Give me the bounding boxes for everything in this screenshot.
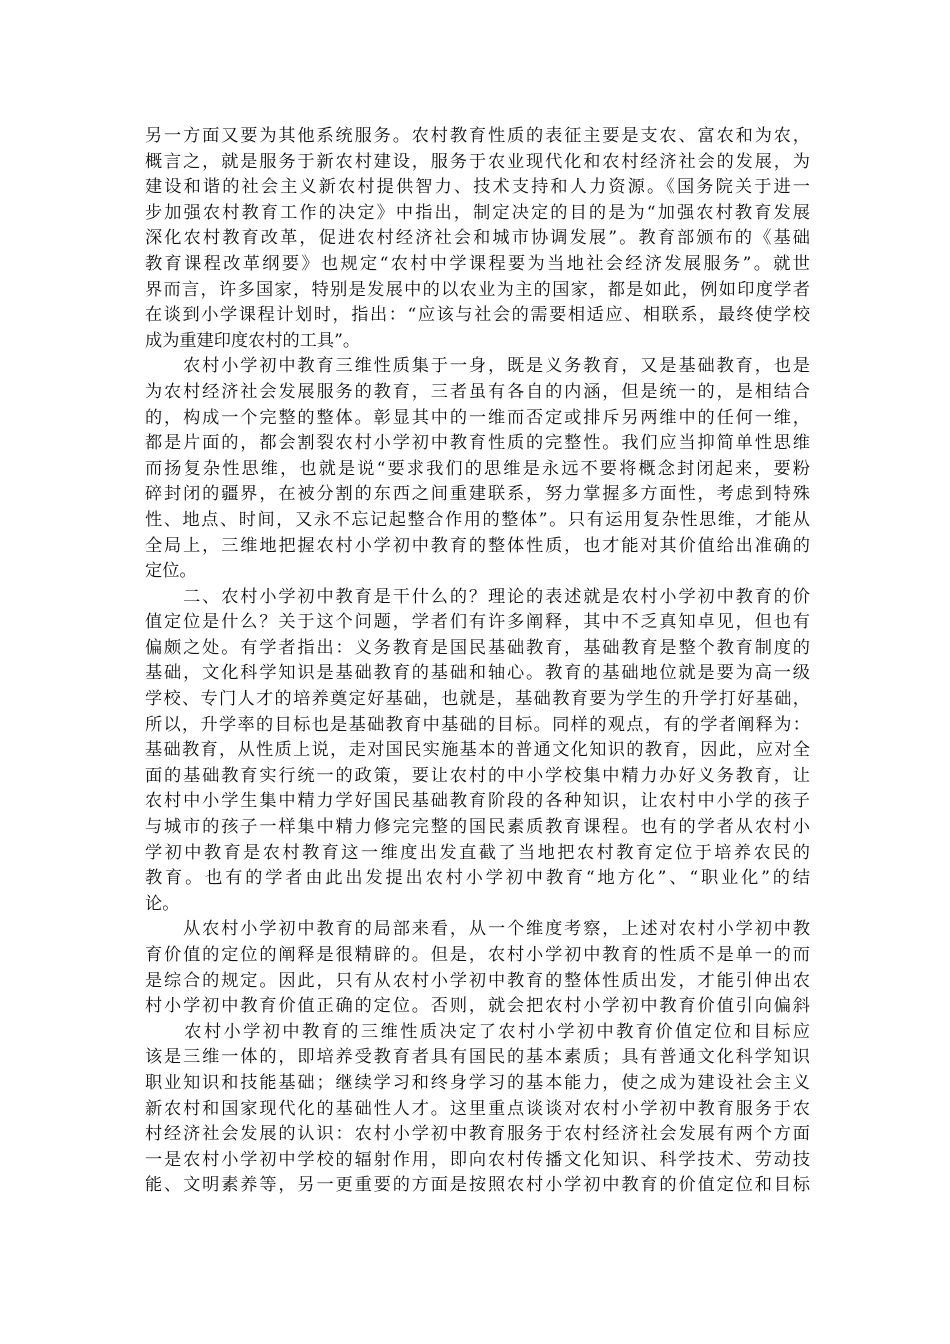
text-line: 新农村和国家现代化的基础性人才。这里重点谈谈对农村小学初中教育服务于农 <box>145 1098 810 1119</box>
text-line: 村经济社会发展的认识：农村小学初中教育服务于农村经济社会发展有两个方面 <box>145 1124 810 1145</box>
text-line: 都是片面的，都会割裂农村小学初中教育性质的完整性。我们应当抑简单性思维 <box>145 433 810 454</box>
text-line: 全局上，三维地把握农村小学初中教育的整体性质，也才能对其价值给出准确的 <box>145 535 810 556</box>
text-line: 论。 <box>145 893 180 914</box>
text-line: 教育。也有的学者由此出发提出农村小学初中教育“地方化”、“职业化”的结 <box>145 868 810 889</box>
text-line: 碎封闭的疆界，在被分割的东西之间重建联系，努力掌握多方面性，考虑到特殊 <box>145 484 810 505</box>
text-line: 所以，升学率的目标也是基础教育中基础的目标。同样的观点，有的学者阐释为： <box>145 714 810 735</box>
text-line: 是综合的规定。因此，只有从农村小学初中教育的整体性质出发，才能引伸出农 <box>145 970 810 991</box>
text-line: 一是农村小学初中学校的辐射作用，即向农村传播文化知识、科学技术、劳动技 <box>145 1149 810 1170</box>
text-line: 该是三维一体的，即培养受教育者具有国民的基本素质；具有普通文化科学知识 <box>145 1047 810 1068</box>
text-line: 职业知识和技能基础；继续学习和终身学习的基本能力，使之成为建设社会主义 <box>145 1072 810 1093</box>
text-line: 面的基础教育实行统一的政策，要让农村的中小学校集中精力办好义务教育，让 <box>145 765 810 786</box>
text-line: 概言之，就是服务于新农村建设，服务于农业现代化和农村经济社会的发展，为 <box>145 151 810 172</box>
text-line: 教育课程改革纲要》也规定“农村中学课程要为当地社会经济发展服务”。就世 <box>145 253 810 274</box>
text-line: 为农村经济社会发展服务的教育，三者虽有各自的内涵，但是统一的，是相结合 <box>145 381 810 402</box>
text-line: 农村小学初中教育的三维性质决定了农村小学初中教育价值定位和目标应 <box>145 1021 810 1042</box>
text-line: 成为重建印度农村的工具”。 <box>145 330 361 351</box>
document-body <box>145 124 810 1199</box>
text-line: 的，构成一个完整的整体。彰显其中的一维而否定或排斥另两维中的任何一维， <box>145 407 810 428</box>
text-line: 而扬复杂性思维，也就是说“要求我们的思维是永远不要将概念封闭起来，要粉 <box>145 458 810 479</box>
text-line: 农村小学初中教育三维性质集于一身，既是义务教育，又是基础教育，也是 <box>145 356 810 377</box>
text-line: 与城市的孩子一样集中精力修完完整的国民素质教育课程。也有的学者从农村小 <box>145 817 810 838</box>
paragraph-1 <box>145 124 810 354</box>
paragraph-2 <box>145 354 810 584</box>
paragraph-4 <box>145 917 810 1019</box>
text-line: 二、农村小学初中教育是干什么的？理论的表述就是农村小学初中教育的价 <box>145 586 810 607</box>
text-line: 育价值的定位的阐释是很精辟的。但是，农村小学初中教育的性质不是单一的而 <box>145 945 810 965</box>
text-line: 农村中小学生集中精力学好国民基础教育阶段的各种知识，让农村中小学的孩子 <box>145 791 810 812</box>
text-line: 在谈到小学课程计划时，指出：“应该与社会的需要相适应、相联系，最终使学校 <box>145 305 810 326</box>
text-line: 学校、专门人才的培养奠定好基础，也就是，基础教育要为学生的升学打好基础， <box>145 689 810 710</box>
text-line: 定位。 <box>145 561 197 582</box>
text-line: 性、地点、时间，又永不忘记起整合作用的整体”。只有运用复杂性思维，才能从 <box>145 509 810 530</box>
text-line: 基础教育，从性质上说，走对国民实施基本的普通文化知识的教育，因此，应对全 <box>145 740 810 761</box>
text-line: 能、文明素养等，另一更重要的方面是按照农村小学初中教育的价值定位和目标 <box>145 1175 810 1196</box>
paragraph-5 <box>145 1020 810 1199</box>
paragraph-3 <box>145 585 810 918</box>
text-line: 基础，文化科学知识是基础教育的基础和轴心。教育的基础地位就是要为高一级 <box>145 663 810 684</box>
text-line: 村小学初中教育价值正确的定位。否则，就会把农村小学初中教育价值引向偏斜 <box>145 996 810 1017</box>
text-line: 从农村小学初中教育的局部来看，从一个维度考察，上述对农村小学初中教 <box>145 919 810 940</box>
text-line: 深化农村教育改革，促进农村经济社会和城市协调发展”。教育部颁布的《基础 <box>145 228 810 249</box>
text-line: 值定位是什么？关于这个问题，学者们有许多阐释，其中不乏真知卓见，但也有 <box>145 612 810 633</box>
text-line: 学初中教育是农村教育这一维度出发直截了当地把农村教育定位于培养农民的 <box>145 842 810 863</box>
text-line: 界而言，许多国家，特别是发展中的以农业为主的国家，都是如此，例如印度学者 <box>145 279 810 300</box>
text-line: 偏颇之处。有学者指出：义务教育是国民基础教育，基础教育是整个教育制度的 <box>145 637 810 658</box>
text-line: 另一方面又要为其他系统服务。农村教育性质的表征主要是支农、富农和为农， <box>145 126 810 146</box>
text-line: 步加强农村教育工作的决定》中指出，制定决定的目的是为“加强农村教育发展 <box>145 202 810 223</box>
text-line: 建设和谐的社会主义新农村提供智力、技术支持和人力资源。《国务院关于进一 <box>145 177 810 198</box>
